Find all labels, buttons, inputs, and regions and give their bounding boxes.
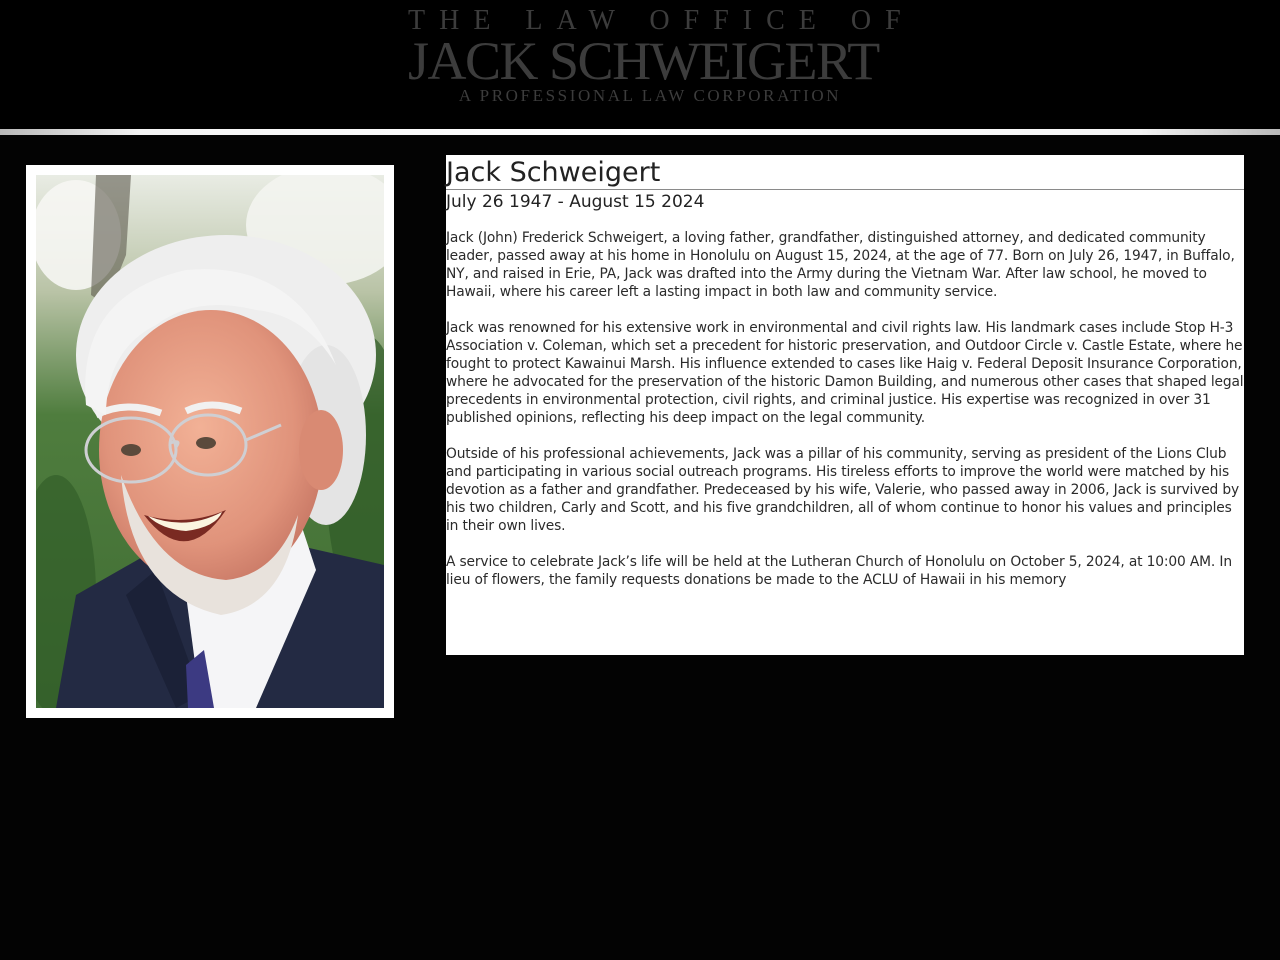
life-dates: July 26 1947 - August 15 2024 bbox=[446, 192, 705, 212]
portrait-photo bbox=[36, 175, 384, 708]
portrait-frame bbox=[26, 165, 394, 718]
law-office-logo[interactable] bbox=[408, 5, 915, 106]
logo-line-name: JACK SCHWEIGERT bbox=[408, 31, 879, 91]
bio-paragraph: Outside of his professional achievements, Jack was a pillar of his community, serving as president of the Lions Club and participating in various social outreach programs. His tireless efforts to improve the world were matched by his devotion as a father and grandfather. Predeceased by his wife, Valerie, who passed away in 2006, Jack is survived by his two children, Carly and Scott, and his five grandchildren, all of whom continue to honor his values and principles in their own lives. bbox=[446, 446, 1240, 534]
site-header bbox=[0, 0, 1280, 130]
biography bbox=[446, 229, 1244, 589]
logo-line-office: THE LAW OFFICE OF bbox=[408, 5, 915, 36]
header-divider bbox=[0, 129, 1280, 135]
portrait-illustration bbox=[36, 175, 384, 708]
bio-paragraph: Jack was renowned for his extensive work in environmental and civil rights law. His landmark cases include Stop H-3 Association v. Coleman, which set a precedent for historic preservation, and Outdoor Circle v. Castle Estate, where he fought to protect Kawainui Marsh. His influence extended to cases like Haig v. Federal Deposit Insurance Corporation, where he advocated for the preservation of the historic Damon Building, and numerous other cases that shaped legal precedents in environmental protection, civil rights, and criminal justice. His expertise was recognized in over 31 published opinions, reflecting his deep impact on the legal community. bbox=[446, 320, 1244, 426]
bio-paragraph: A service to celebrate Jack’s life will be held at the Lutheran Church of Honolulu on October 5, 2024, at 10:00 AM. In lieu of flowers, the family requests donations be made to the ACLU of Hawaii in his memory bbox=[446, 554, 1232, 588]
logo-line-corporation: A PROFESSIONAL LAW CORPORATION bbox=[458, 86, 842, 105]
bio-paragraph: Jack (John) Frederick Schweigert, a loving father, grandfather, distinguished attorney, and dedicated community leader, passed away at his home in Honolulu on August 15, 2024, at the age of 77. Born on July 26, 1947, in Buffalo, NY, and raised in Erie, PA, Jack was drafted into the Army during the Vietnam War. After law school, he moved to Hawaii, where his career left a lasting impact in both law and community service. bbox=[446, 230, 1235, 300]
person-name: Jack Schweigert bbox=[446, 155, 1244, 190]
obituary-panel bbox=[446, 155, 1244, 655]
